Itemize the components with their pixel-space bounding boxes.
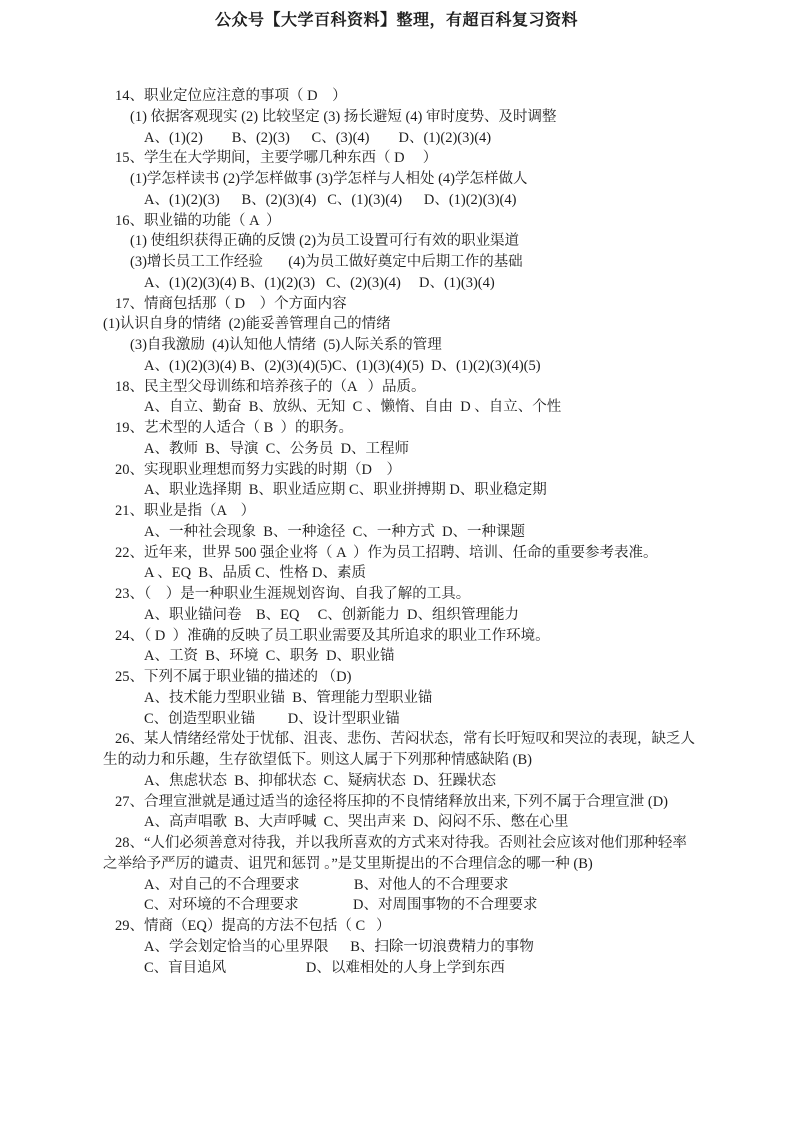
question-line: 之举给予严厉的谴责、诅咒和惩罚 。”是艾里斯提出的不合理信念的哪一种 (B) [103,855,593,872]
question-line: A、职业选择期 B、职业适应期 C、职业拼搏期 D、职业稳定期 [144,482,547,499]
question-block [103,418,743,460]
question-line: 21、职业是指（A ） [115,503,256,519]
question-block [103,211,743,294]
question-block [103,916,743,978]
question-line: (1) 使组织获得正确的反馈 (2)为员工设置可行有效的职业渠道 [130,233,520,250]
question-block [103,460,743,502]
question-line: 17、情商包括那（ D ）个方面内容 [115,295,347,312]
question-block [103,626,743,668]
question-line: 18、民主型父母训练和培养孩子的（A ）品质。 [115,378,426,395]
question-line: 23、（ ）是一种职业生涯规划咨询、自我了解的工具。 [115,586,471,602]
question-line: C、创造型职业锚 D、设计型职业锚 [144,710,400,727]
page-header-note: 公众号【大学百科资料】整理，有超百科复习资料 [214,12,578,29]
question-line: 24、（ D ）准确的反映了员工职业需要及其所追求的职业工作环境。 [115,627,550,644]
question-block [103,543,743,585]
question-block [103,584,743,626]
question-line: C、对环境的不合理要求 D、对周围事物的不合理要求 [144,897,538,914]
question-line: A、(1)(2)(3)(4) B、(1)(2)(3) C、(2)(3)(4) D、(1)(3)(4) [144,274,495,291]
question-line: A 、EQ B、品质 C、性格 D、素质 [144,565,366,582]
question-line: 25、下列不属于职业锚的描述的 （D) [115,669,352,685]
question-block [103,667,743,729]
question-line: 20、实现职业理想而努力实践的时期（D ） [115,461,401,478]
question-block [103,729,743,791]
question-line: (3)自我激励 (4)认知他人情绪 (5)人际关系的管理 [130,337,442,353]
question-line: 22、近年来，世界 500 强企业将（ A ）作为员工招聘、培训、任命的重要参考表准。 [115,544,658,561]
question-line: 16、职业锚的功能（ A ） [115,212,281,229]
question-line: A、教师 B、导演 C、公务员 D、工程师 [144,440,410,457]
question-line: A、(1)(2) B、(2)(3) C、(3)(4) D、(1)(2)(3)(4) [144,129,492,146]
question-line: 29、情商（EQ）提高的方法不包括（ C ） [115,918,391,934]
question-block [103,86,743,148]
question-line: C、盲目追风 D、以难相处的人身上学到东西 [144,959,505,976]
question-list [103,86,743,978]
question-line: A、高声唱歌 B、大声呼喊 C、哭出声来 D、闷闷不乐、憋在心里 [144,814,569,831]
question-line: A、工资 B、环境 C、职务 D、职业锚 [144,648,395,665]
question-line: A、技术能力型职业锚 B、管理能力型职业锚 [144,689,433,706]
question-line: 28、“人们必须善意对待我，并以我所喜欢的方式来对待我。否则社会应该对他们那种轻率 [115,835,687,851]
question-line: 生的动力和乐趣，生存欲望低下。则这人属于下列那种情感缺陷 (B) [103,752,532,768]
question-line: A、职业锚问卷 B、EQ C、创新能力 D、组织管理能力 [144,606,519,623]
question-line: A、对自己的不合理要求 B、对他人的不合理要求 [144,876,509,893]
question-line: A、学会划定恰当的心里界限 B、扫除一切浪费精力的事物 [144,938,534,955]
question-line: 15、学生在大学期间，主要学哪几种东西（ D ） [115,150,438,167]
question-line: 26、某人情绪经常处于忧郁、沮丧、悲伤、苦闷状态，常有长吁短叹和哭泣的表现，缺乏人 [115,731,695,748]
question-line: A、(1)(2)(3)(4) B、(2)(3)(4)(5)C、(1)(3)(4)(5) D、(1)(2)(3)(4)(5) [144,357,541,374]
question-line: 19、艺术型的人适合（ B ）的职务。 [115,420,354,436]
question-line: A、(1)(2)(3) B、(2)(3)(4) C、(1)(3)(4) D、(1)(2)(3)(4) [144,191,517,208]
question-line: 14、职业定位应注意的事项（ D ） [115,88,347,104]
question-line: (3)增长员工工作经验 (4)为员工做好奠定中后期工作的基础 [130,254,523,270]
question-line: (1)学怎样读书 (2)学怎样做事 (3)学怎样与人相处 (4)学怎样做人 [130,171,528,187]
question-line: (1)认识自身的情绪 (2)能妥善管理自己的情绪 [103,316,391,333]
question-line: A、焦虑状态 B、抑郁状态 C、疑病状态 D、狂躁状态 [144,772,497,789]
question-line: 27、合理宣泄就是通过适当的途径将压抑的不良情绪释放出来, 下列不属于合理宣泄 (D) [115,793,669,810]
question-block [103,833,743,916]
question-block [103,377,743,419]
question-block [103,792,743,834]
question-block [103,148,743,210]
question-line: (1) 依据客观现实 (2) 比较坚定 (3) 扬长避短 (4) 审时度势、及时调整 [130,108,557,125]
question-line: A、一种社会现象 B、一种途径 C、一种方式 D、一种课题 [144,523,526,540]
question-line: A、自立、勤奋 B、放纵、无知 C 、懒惰、自由 D 、自立、个性 [144,399,562,416]
question-block [103,294,743,377]
question-block [103,501,743,543]
